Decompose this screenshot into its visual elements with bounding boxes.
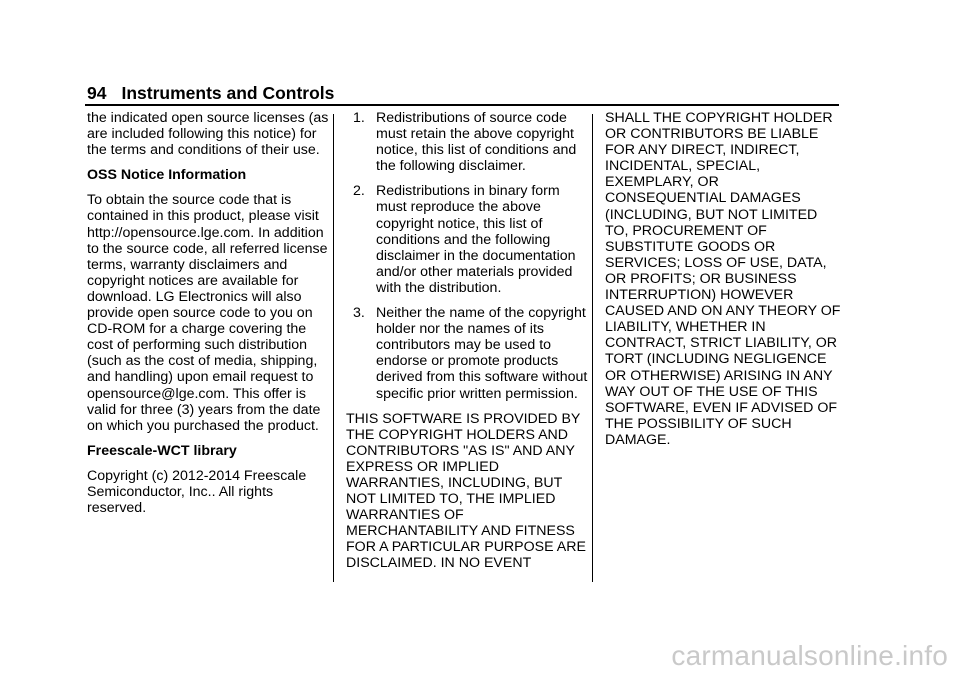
list-number: 3. — [353, 305, 365, 322]
subheading-oss-notice: OSS Notice Information — [87, 167, 247, 184]
column-3 — [605, 110, 843, 457]
list-number: 1. — [353, 110, 365, 126]
list-text: Redistributions in binary form must reproduce the above copyright notice, this list of conditions and the following disclaimer in the documentation and/or other materials provided with the distribution. — [376, 183, 576, 296]
column-divider — [333, 114, 334, 582]
page-number: 94 — [87, 83, 107, 103]
paragraph: To obtain the source code that is contained in this product, please visit http://opensource.lge.com. In addition to the source code, all referred license terms, warranty disclaimers and copyright notices are available for download. LG Electronics will also provide open source code to you on CD-ROM for a charge covering the cost of performing such distribution (such as the cost of media, shipping, and handling) upon email request to opensource@lge.com. This offer is valid for three (3) years from the date on which you purchased the product. — [87, 192, 328, 434]
section-title: Instruments and Controls — [121, 83, 335, 103]
header-rule — [85, 104, 839, 106]
list-text: Redistributions of source code must retain the above copyright notice, this list of conditions and the following disclaimer. — [376, 110, 577, 175]
disclaimer-text-continued: SHALL THE COPYRIGHT HOLDER OR CONTRIBUTORS BE LIABLE FOR ANY DIRECT, INDIRECT, INCIDENTAL, SPECIAL, EXEMPLARY, OR CONSEQUENTIAL DAMAGES (INCLUDING, BUT NOT LIMITED TO, PROCUREMENT OF SUBSTITUTE GOODS OR SERVICES; LOSS OF USE, DATA, OR PROFITS; OR BUSINESS INTERRUPTION) HOWEVER CAUSED AND ON ANY THEORY OF LIABILITY, WHETHER IN CONTRACT, STRICT LIABILITY, OR TORT (INCLUDING NEGLIGENCE OR OTHERWISE) ARISING IN ANY WAY OUT OF THE USE OF THIS SOFTWARE, EVEN IF ADVISED OF THE POSSIBILITY OF SUCH DAMAGE. — [605, 110, 841, 448]
column-divider — [592, 114, 593, 582]
column-2 — [346, 110, 591, 581]
page-header — [87, 82, 334, 104]
list-number: 2. — [353, 183, 365, 200]
list-item — [346, 183, 591, 296]
list-item — [346, 305, 591, 402]
watermark: carmanualsonline.info — [671, 640, 948, 671]
list-text: Neither the name of the copyright holder nor the names of its contributors may be used to endorse or promote products derived from this software without specific prior written permission. — [376, 305, 588, 402]
paragraph: the indicated open source licenses (as are included following this notice) for the terms and conditions of their use. — [87, 110, 329, 159]
subheading-freescale: Freescale-WCT library — [87, 442, 237, 459]
column-1 — [87, 110, 332, 525]
disclaimer-text: THIS SOFTWARE IS PROVIDED BY THE COPYRIGHT HOLDERS AND CONTRIBUTORS "AS IS" AND ANY EXPRESS OR IMPLIED WARRANTIES, INCLUDING, BUT NOT LIMITED TO, THE IMPLIED WARRANTIES OF MERCHANTABILITY AND FITNESS FOR A PARTICULAR PURPOSE ARE DISCLAIMED. IN NO EVENT — [346, 410, 586, 572]
list-item — [346, 110, 591, 174]
paragraph: Copyright (c) 2012-2014 Freescale Semiconductor, Inc.. All rights reserved. — [87, 467, 307, 517]
